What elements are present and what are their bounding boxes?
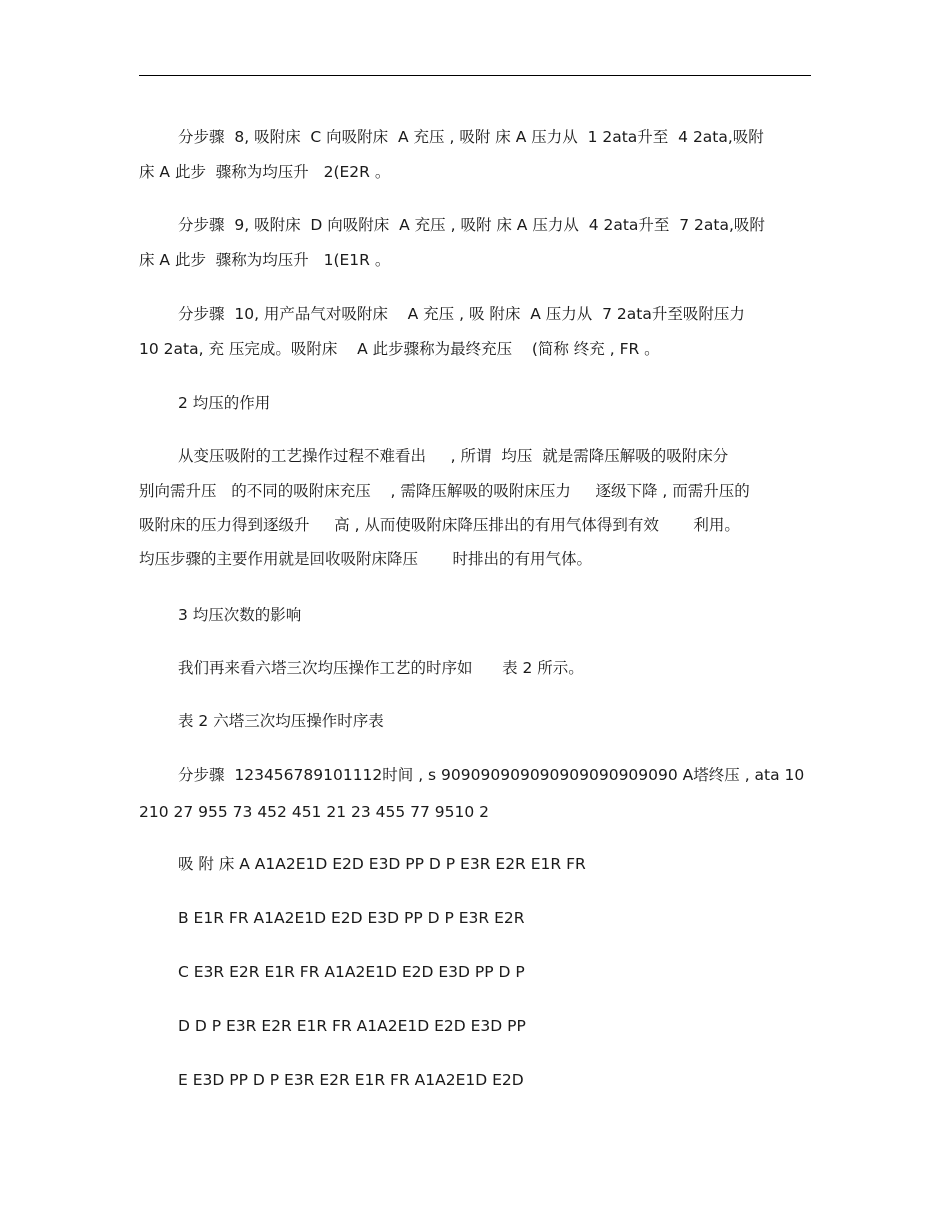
table-row-e: E E3D PP D P E3R E2R E1R FR A1A2E1D E2D: [178, 1071, 524, 1089]
para-pressure-line2: 别向需升压 的不同的吸附床充压 , 需降压解吸的吸附床压力 逐级下降 , 而需升压的: [139, 482, 750, 500]
para-step10-line2: 10 2ata, 充 压完成。吸附床 A 此步骤称为最终充压 (简称 终充 , FR 。: [139, 340, 660, 358]
para-step8-line2: 床 A 此步 骤称为均压升 2(E2R 。: [139, 163, 391, 181]
para-pressure-line3: 吸附床的压力得到逐级升 高 , 从而使吸附床降压排出的有用气体得到有效 利用。: [139, 516, 740, 534]
header-rule: [139, 75, 811, 76]
para-step10-line1: 分步骤 10, 用产品气对吸附床 A 充压 , 吸 附床 A 压力从 7 2ata升至吸附压力: [178, 305, 745, 323]
para-pressure-line4: 均压步骤的主要作用就是回收吸附床降压 时排出的有用气体。: [139, 550, 592, 568]
table-header-line1: 分步骤 123456789101112时间 , s 909090909090909090909090 A塔终压 , ata 10: [178, 766, 805, 784]
para-pressure-line1: 从变压吸附的工艺操作过程不难看出 , 所谓 均压 就是需降压解吸的吸附床分: [178, 447, 729, 465]
para-step8-line1: 分步骤 8, 吸附床 C 向吸附床 A 充压 , 吸附 床 A 压力从 1 2ata升至 4 2ata,吸附: [178, 128, 764, 146]
table-header-line2: 210 27 955 73 452 451 21 23 455 77 9510 2: [139, 803, 490, 821]
table-row-d: D D P E3R E2R E1R FR A1A2E1D E2D E3D PP: [178, 1017, 526, 1035]
section-heading-2: 2 均压的作用: [178, 394, 271, 412]
section-heading-3: 3 均压次数的影响: [178, 606, 302, 624]
table-row-a: 吸 附 床 A A1A2E1D E2D E3D PP D P E3R E2R E1R FR: [178, 855, 586, 873]
table-row-c: C E3R E2R E1R FR A1A2E1D E2D E3D PP D P: [178, 963, 525, 981]
para-step9-line2: 床 A 此步 骤称为均压升 1(E1R 。: [139, 251, 391, 269]
table-row-b: B E1R FR A1A2E1D E2D E3D PP D P E3R E2R: [178, 909, 525, 927]
para-table-intro: 我们再来看六塔三次均压操作工艺的时序如 表 2 所示。: [178, 659, 584, 677]
table-caption: 表 2 六塔三次均压操作时序表: [178, 712, 384, 730]
para-step9-line1: 分步骤 9, 吸附床 D 向吸附床 A 充压 , 吸附 床 A 压力从 4 2ata升至 7 2ata,吸附: [178, 216, 765, 234]
